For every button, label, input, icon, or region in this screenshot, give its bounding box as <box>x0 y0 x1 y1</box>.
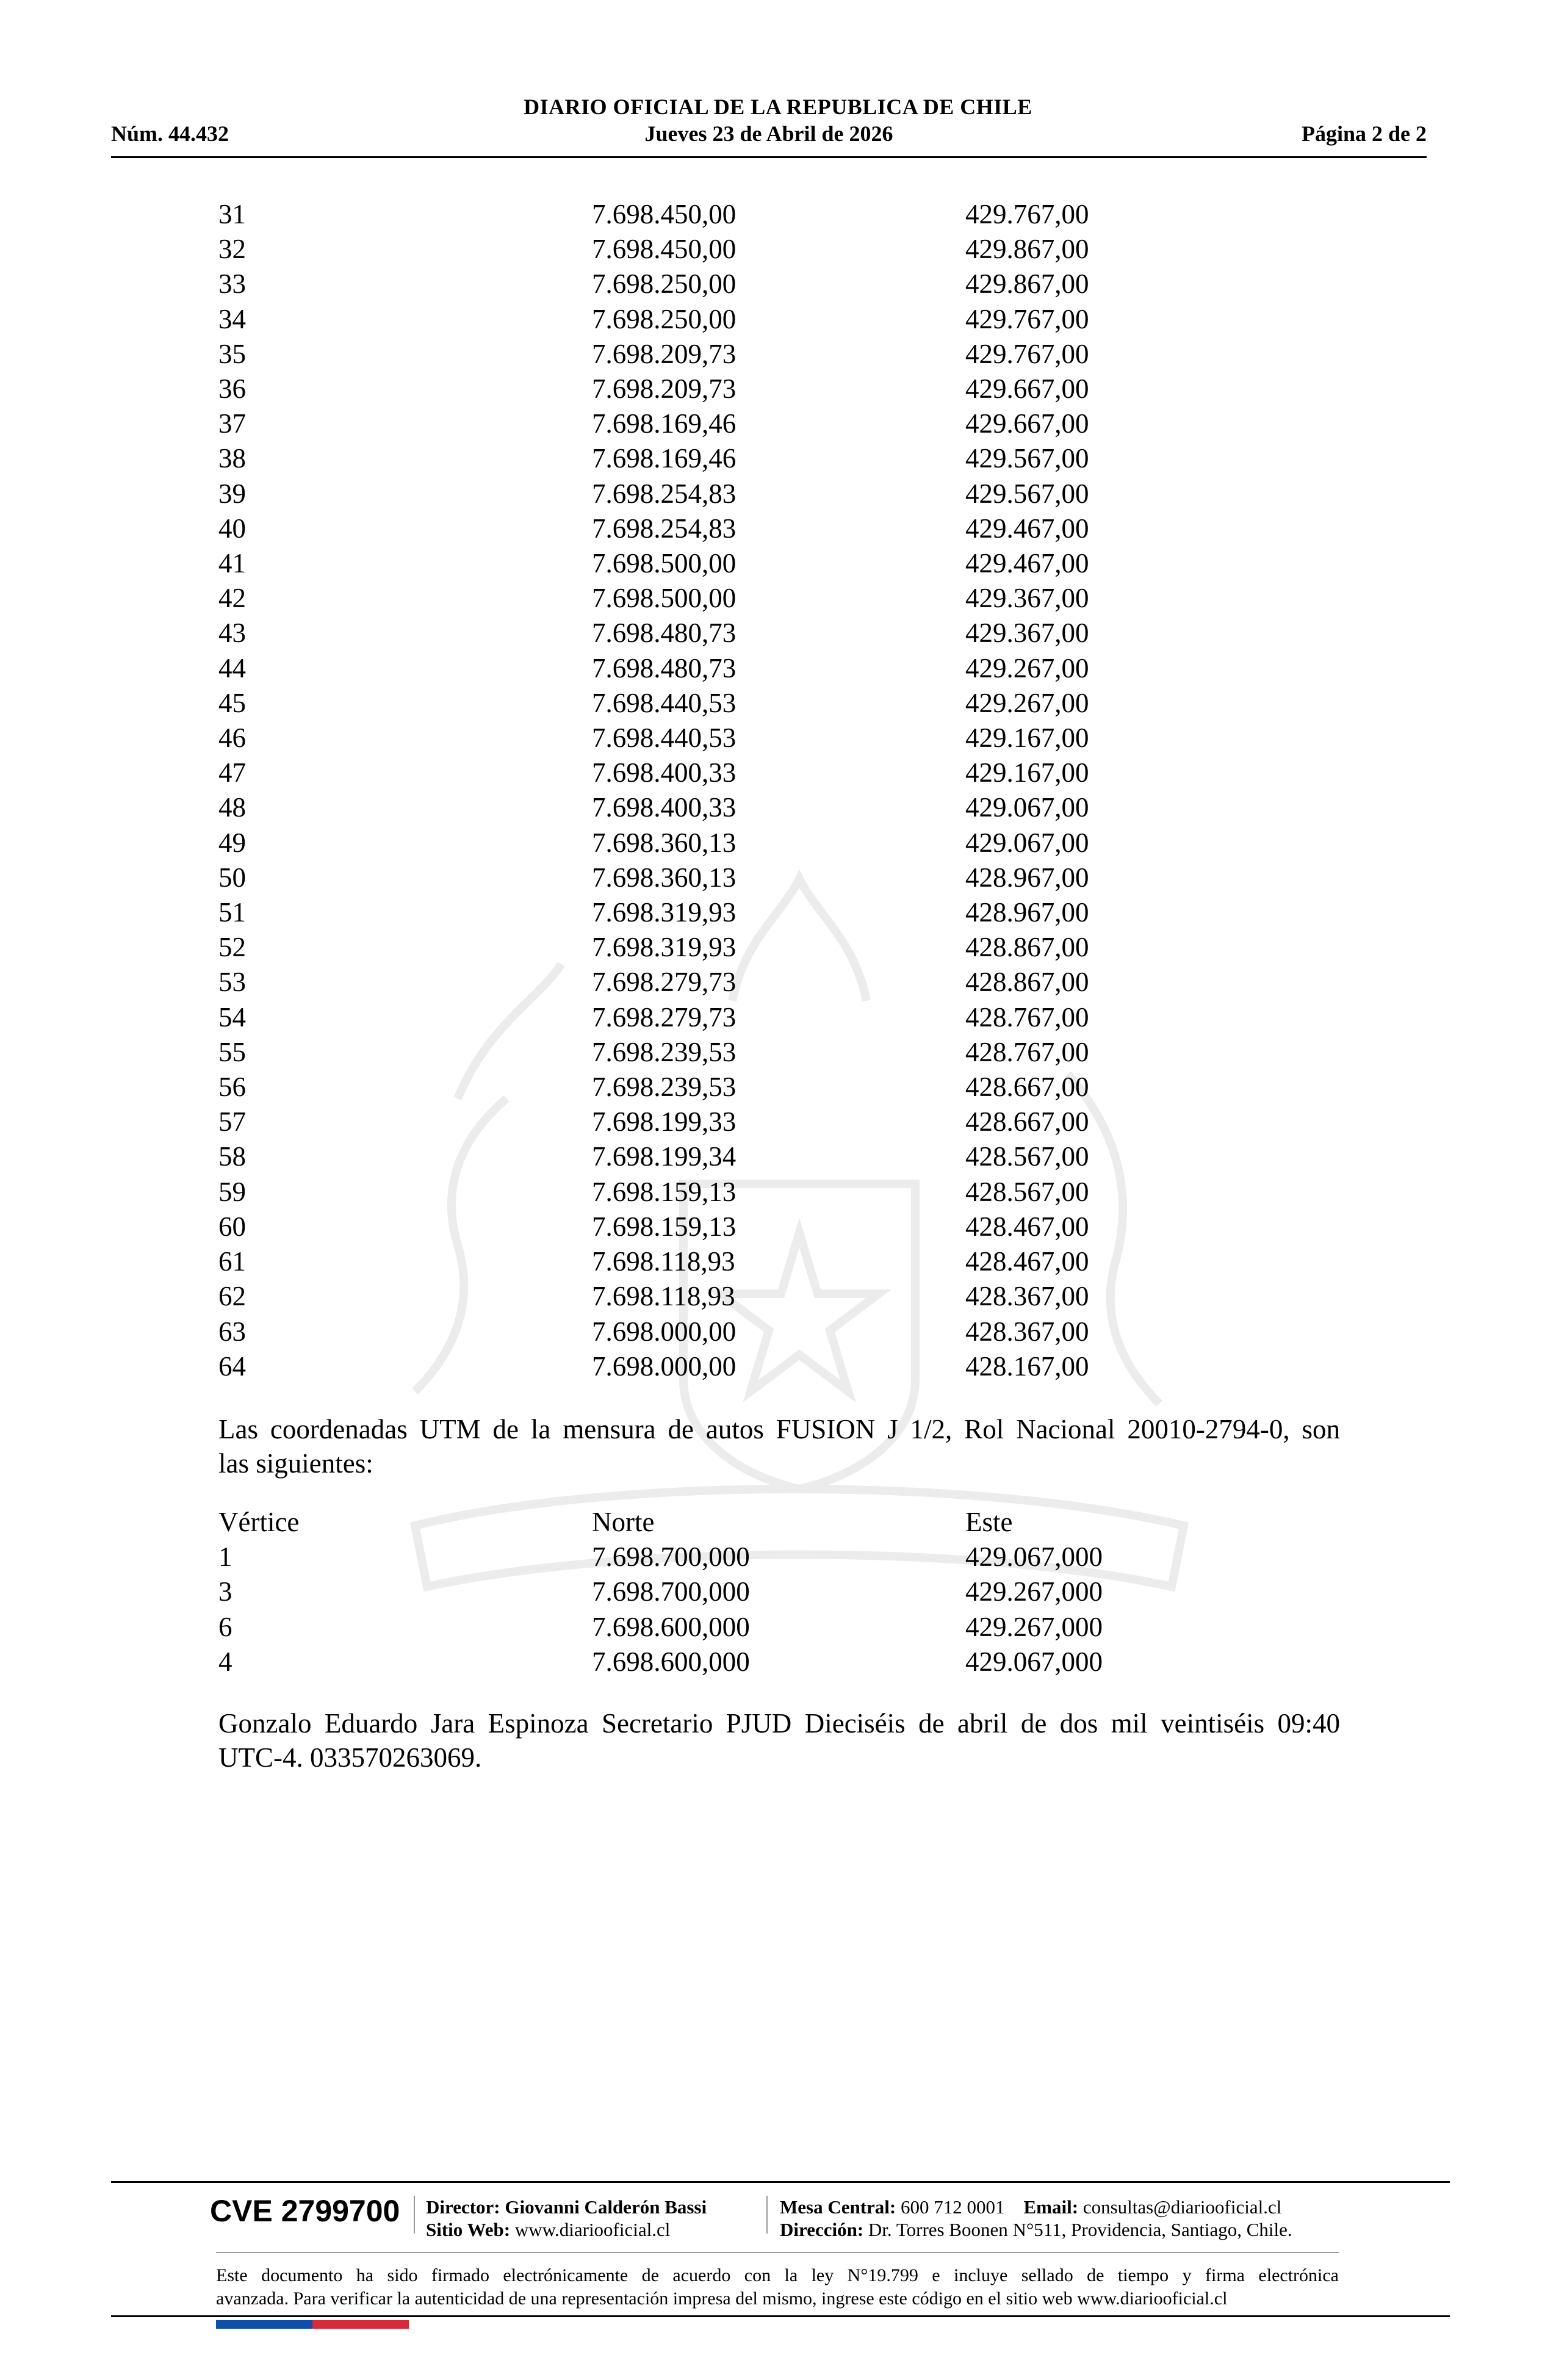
table-row <box>218 1645 1270 1679</box>
north-coordinate: 7.698.480,73 <box>592 618 737 649</box>
east-coordinate: 428.967,00 <box>965 862 1089 893</box>
east-coordinate: 429.767,00 <box>965 338 1089 369</box>
east-coordinate: 428.967,00 <box>965 897 1089 928</box>
east-coordinate: 429.567,00 <box>965 478 1089 509</box>
paragraph-line: Las coordenadas UTM de la mensura de autos FUSION J 1/2, Rol Nacional 20010-2794-0, son <box>218 1414 1340 1444</box>
vertex-number: 52 <box>218 932 246 963</box>
web-label: Sitio Web: <box>426 2219 511 2240</box>
east-coordinate: 428.867,00 <box>965 932 1089 963</box>
table-row <box>218 1210 1270 1244</box>
east-coordinate: 429.067,00 <box>965 792 1089 823</box>
east-coordinate: 429.667,00 <box>965 408 1089 439</box>
north-coordinate: 7.698.209,73 <box>592 373 737 405</box>
footer-contact-block <box>780 2196 1292 2241</box>
table-row <box>218 232 1270 267</box>
vertex-number: 56 <box>218 1072 246 1103</box>
table-row <box>218 1035 1270 1070</box>
vertex-number: 64 <box>218 1350 246 1382</box>
footer-divider-bottom <box>111 2315 1450 2317</box>
north-coordinate: 7.698.239,53 <box>592 1072 737 1103</box>
header-norte: Norte <box>592 1507 655 1537</box>
east-coordinate: 428.567,00 <box>965 1141 1089 1172</box>
vertex-number: 44 <box>218 652 246 683</box>
table-row <box>218 337 1270 372</box>
table-row <box>218 616 1270 651</box>
flag-stripe-blue <box>216 2320 312 2329</box>
table-row <box>218 826 1270 860</box>
table-row <box>218 895 1270 930</box>
address-label: Dirección: <box>780 2219 864 2240</box>
cve-code: CVE 2799700 <box>210 2194 400 2228</box>
north-coordinate: 7.698.209,73 <box>592 338 737 369</box>
vertex-number: 3 <box>218 1576 232 1607</box>
paragraph-line: UTC-4. 033570263069. <box>218 1742 482 1773</box>
vertex-number: 62 <box>218 1281 246 1312</box>
north-coordinate: 7.698.480,73 <box>592 652 737 683</box>
east-coordinate: 428.467,00 <box>965 1246 1089 1277</box>
phone-label: Mesa Central: <box>780 2196 896 2218</box>
north-coordinate: 7.698.400,33 <box>592 792 737 823</box>
vertex-number: 49 <box>218 827 246 858</box>
vertex-number: 63 <box>218 1316 246 1347</box>
table-row <box>218 546 1270 581</box>
vertex-number: 54 <box>218 1001 246 1033</box>
north-coordinate: 7.698.239,53 <box>592 1036 737 1067</box>
vertex-number: 32 <box>218 234 246 265</box>
vertex-number: 35 <box>218 338 246 369</box>
north-coordinate: 7.698.500,00 <box>592 548 737 579</box>
east-coordinate: 428.667,00 <box>965 1072 1089 1103</box>
north-coordinate: 7.698.250,00 <box>592 269 737 300</box>
vertex-number: 50 <box>218 862 246 893</box>
north-coordinate: 7.698.254,83 <box>592 513 737 544</box>
table-row <box>218 197 1270 232</box>
east-coordinate: 429.767,00 <box>965 199 1089 229</box>
east-coordinate: 429.067,000 <box>965 1646 1103 1677</box>
table-row <box>218 406 1270 441</box>
east-coordinate: 428.367,00 <box>965 1316 1089 1347</box>
east-coordinate: 429.067,000 <box>965 1542 1103 1573</box>
north-coordinate: 7.698.360,13 <box>592 862 737 893</box>
vertex-number: 51 <box>218 897 246 928</box>
east-coordinate: 429.367,00 <box>965 583 1089 614</box>
north-coordinate: 7.698.279,73 <box>592 1001 737 1033</box>
north-coordinate: 7.698.118,93 <box>592 1281 735 1312</box>
north-coordinate: 7.698.360,13 <box>592 827 737 858</box>
east-coordinate: 429.267,00 <box>965 652 1089 683</box>
vertex-number: 41 <box>218 548 246 579</box>
table-row <box>218 511 1270 546</box>
east-coordinate: 428.867,00 <box>965 967 1089 998</box>
table-row <box>218 267 1270 301</box>
vertex-number: 40 <box>218 513 246 544</box>
east-coordinate: 429.867,00 <box>965 234 1089 265</box>
utm-table-header <box>218 1505 1270 1540</box>
vertex-number: 61 <box>218 1246 246 1277</box>
east-coordinate: 429.867,00 <box>965 269 1089 300</box>
north-coordinate: 7.698.700,000 <box>592 1542 750 1573</box>
header-row <box>111 121 1427 149</box>
vertex-number: 58 <box>218 1141 246 1172</box>
table-row <box>218 1070 1270 1105</box>
north-coordinate: 7.698.254,83 <box>592 478 737 509</box>
vertex-number: 57 <box>218 1106 246 1138</box>
vertex-number: 46 <box>218 723 246 754</box>
north-coordinate: 7.698.440,53 <box>592 687 737 718</box>
director-label: Director: <box>426 2196 500 2218</box>
table-row <box>218 790 1270 825</box>
east-coordinate: 429.367,00 <box>965 618 1089 649</box>
issue-number: Núm. 44.432 <box>111 121 229 146</box>
east-coordinate: 429.167,00 <box>965 723 1089 754</box>
utm-intro-paragraph <box>218 1412 1340 1480</box>
vertex-number: 34 <box>218 303 246 334</box>
east-coordinate: 429.267,000 <box>965 1611 1103 1642</box>
footer-divider-top <box>111 2181 1450 2183</box>
north-coordinate: 7.698.279,73 <box>592 967 737 998</box>
north-coordinate: 7.698.250,00 <box>592 303 737 334</box>
vertex-number: 59 <box>218 1176 246 1207</box>
north-coordinate: 7.698.118,93 <box>592 1246 735 1277</box>
east-coordinate: 428.467,00 <box>965 1211 1089 1242</box>
table-row <box>218 1349 1270 1384</box>
vertex-number: 6 <box>218 1611 232 1642</box>
footer-director-block <box>426 2196 707 2241</box>
table-row <box>218 1139 1270 1174</box>
vertex-number: 4 <box>218 1646 232 1677</box>
header-vertice: Vértice <box>218 1507 300 1537</box>
footer-separator <box>766 2196 768 2234</box>
east-coordinate: 429.667,00 <box>965 373 1089 405</box>
vertex-number: 55 <box>218 1036 246 1067</box>
east-coordinate: 428.567,00 <box>965 1176 1089 1207</box>
issue-date: Jueves 23 de Abril de 2026 <box>644 121 893 146</box>
table-row <box>218 686 1270 721</box>
vertex-number: 36 <box>218 373 246 405</box>
vertex-number: 39 <box>218 478 246 509</box>
header-este: Este <box>965 1507 1013 1537</box>
vertex-number: 43 <box>218 618 246 649</box>
paragraph-line: las siguientes: <box>218 1448 373 1479</box>
email-link[interactable]: consultas@diariooficial.cl <box>1082 2196 1282 2218</box>
signature-paragraph <box>218 1706 1340 1775</box>
vertex-number: 1 <box>218 1542 232 1573</box>
north-coordinate: 7.698.600,000 <box>592 1646 750 1677</box>
north-coordinate: 7.698.400,33 <box>592 757 737 788</box>
north-coordinate: 7.698.500,00 <box>592 583 737 614</box>
vertex-number: 47 <box>218 757 246 788</box>
vertex-number: 37 <box>218 408 246 439</box>
legal-line: avanzada. Para verificar la autenticidad de una representación impresa del mismo, ingrese este código en el sitio web www.diariooficial.cl <box>216 2288 1228 2309</box>
north-coordinate: 7.698.000,00 <box>592 1350 737 1382</box>
north-coordinate: 7.698.700,000 <box>592 1576 750 1607</box>
north-coordinate: 7.698.159,13 <box>592 1176 737 1207</box>
table-row <box>218 1279 1270 1314</box>
coordinates-table <box>218 197 1270 1384</box>
north-coordinate: 7.698.199,33 <box>592 1106 737 1138</box>
table-row <box>218 965 1270 1000</box>
north-coordinate: 7.698.000,00 <box>592 1316 737 1347</box>
table-row <box>218 1540 1270 1574</box>
vertex-number: 48 <box>218 792 246 823</box>
vertex-number: 60 <box>218 1211 246 1242</box>
vertex-number: 31 <box>218 199 246 229</box>
north-coordinate: 7.698.440,53 <box>592 723 737 754</box>
address-value: Dr. Torres Boonen N°511, Providencia, Santiago, Chile. <box>868 2219 1292 2240</box>
web-link[interactable]: www.diariooficial.cl <box>514 2219 671 2240</box>
table-row <box>218 1610 1270 1645</box>
table-row <box>218 1175 1270 1210</box>
east-coordinate: 429.267,000 <box>965 1576 1103 1607</box>
table-row <box>218 721 1270 755</box>
utm-table <box>218 1505 1270 1679</box>
table-row <box>218 302 1270 337</box>
paragraph-line: Gonzalo Eduardo Jara Espinoza Secretario PJUD Dieciséis de abril de dos mil veintiséis 09:40 <box>218 1708 1340 1739</box>
table-row <box>218 372 1270 406</box>
footer-divider-mid <box>216 2252 1339 2253</box>
table-row <box>218 441 1270 476</box>
vertex-number: 42 <box>218 583 246 614</box>
north-coordinate: 7.698.319,93 <box>592 897 737 928</box>
table-row <box>218 1105 1270 1139</box>
north-coordinate: 7.698.169,46 <box>592 408 737 439</box>
north-coordinate: 7.698.600,000 <box>592 1611 750 1642</box>
east-coordinate: 429.467,00 <box>965 513 1089 544</box>
table-row <box>218 1000 1270 1035</box>
east-coordinate: 428.767,00 <box>965 1001 1089 1033</box>
north-coordinate: 7.698.450,00 <box>592 234 737 265</box>
east-coordinate: 429.167,00 <box>965 757 1089 788</box>
east-coordinate: 429.767,00 <box>965 303 1089 334</box>
table-row <box>218 930 1270 965</box>
email-label: Email: <box>1023 2196 1079 2218</box>
vertex-number: 33 <box>218 269 246 300</box>
phone-value: 600 712 0001 <box>901 2196 1005 2218</box>
north-coordinate: 7.698.199,34 <box>592 1141 737 1172</box>
table-row <box>218 581 1270 616</box>
north-coordinate: 7.698.450,00 <box>592 199 737 229</box>
east-coordinate: 428.367,00 <box>965 1281 1089 1312</box>
east-coordinate: 428.667,00 <box>965 1106 1089 1138</box>
table-row <box>218 1574 1270 1609</box>
east-coordinate: 429.067,00 <box>965 827 1089 858</box>
page-indicator: Página 2 de 2 <box>1301 121 1427 146</box>
table-row <box>218 860 1270 895</box>
east-coordinate: 429.467,00 <box>965 548 1089 579</box>
table-row <box>218 651 1270 686</box>
vertex-number: 45 <box>218 687 246 718</box>
header-divider <box>111 156 1427 158</box>
table-row <box>218 477 1270 511</box>
legal-notice <box>216 2264 1339 2310</box>
north-coordinate: 7.698.169,46 <box>592 443 737 474</box>
east-coordinate: 428.167,00 <box>965 1350 1089 1382</box>
north-coordinate: 7.698.319,93 <box>592 932 737 963</box>
vertex-number: 53 <box>218 967 246 998</box>
footer-separator <box>414 2196 415 2234</box>
table-row <box>218 755 1270 790</box>
table-row <box>218 1244 1270 1279</box>
vertex-number: 38 <box>218 443 246 474</box>
east-coordinate: 429.567,00 <box>965 443 1089 474</box>
flag-stripe-red <box>312 2320 409 2329</box>
newspaper-title: DIARIO OFICIAL DE LA REPUBLICA DE CHILE <box>524 95 1032 119</box>
legal-line: Este documento ha sido firmado electrónicamente de acuerdo con la ley N°19.799 e incluye sellado de tiempo y firma electrónica <box>216 2265 1339 2285</box>
director-name: Giovanni Calderón Bassi <box>505 2196 707 2218</box>
east-coordinate: 429.267,00 <box>965 687 1089 718</box>
east-coordinate: 428.767,00 <box>965 1036 1089 1067</box>
table-row <box>218 1314 1270 1349</box>
north-coordinate: 7.698.159,13 <box>592 1211 737 1242</box>
